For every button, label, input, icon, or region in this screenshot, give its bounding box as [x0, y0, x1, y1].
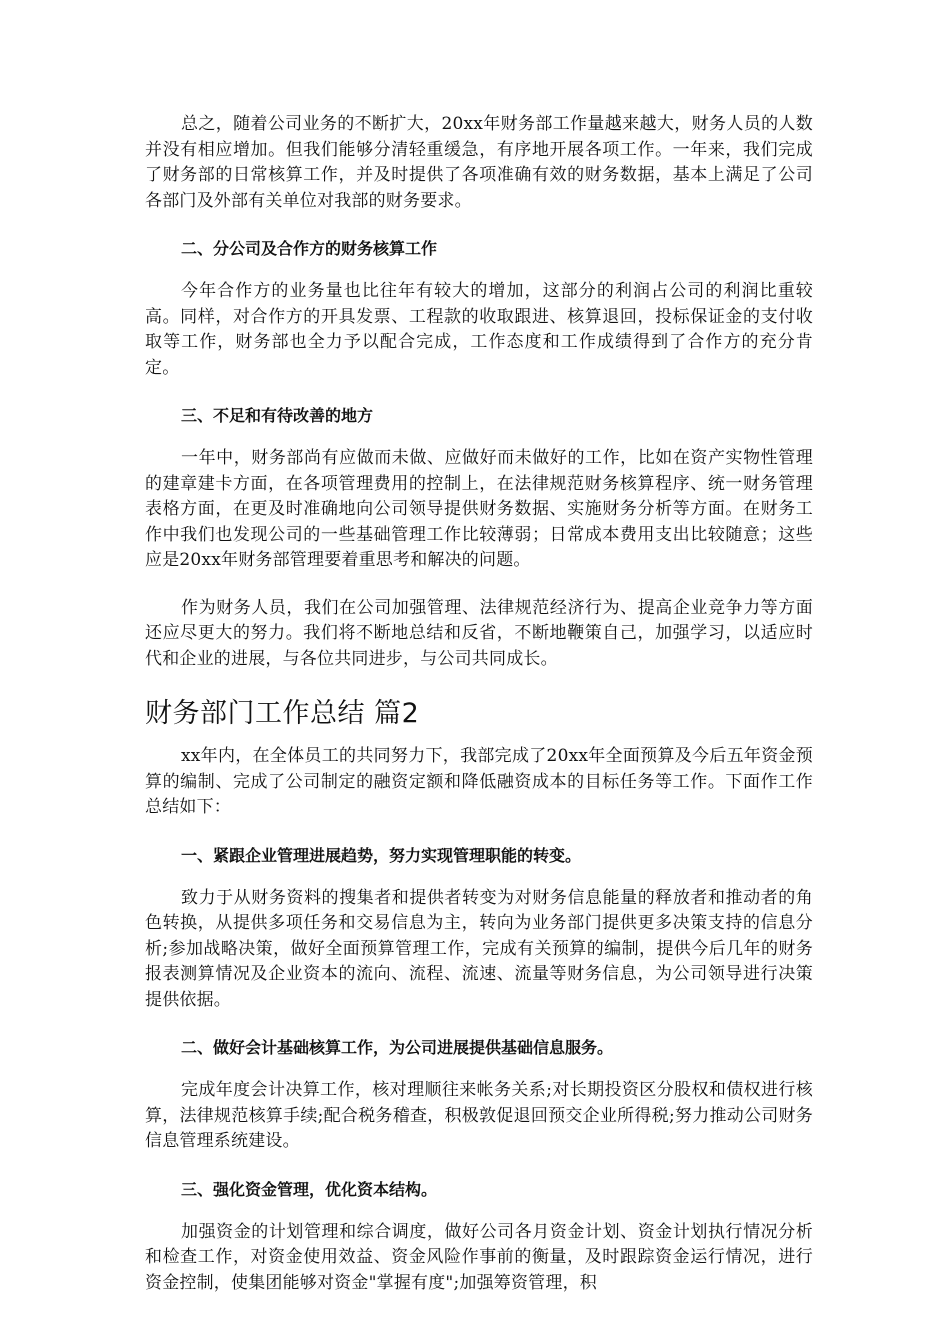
spacer: [145, 261, 813, 279]
paragraph-capital-management: 加强资金的计划管理和综合调度，做好公司各月资金计划、资金计划执行情况分析和检查工作，对资金使用效益、资金风险作事前的衡量，及时跟踪资金运行情况，进行资金控制，使集团能够对资金"掌握有度";加强筹资管理，积: [145, 1221, 813, 1293]
spacer: [145, 868, 813, 886]
section-heading-branch-accounting: 二、分公司及合作方的财务核算工作: [181, 239, 438, 258]
spacer: [145, 574, 813, 596]
paragraph-management-trend: 致力于从财务资料的搜集者和提供者转变为对财务信息能量的释放者和推动者的角色转换，从提供多项任务和交易信息为主，转向为业务部门提供更多决策支持的信息分析;参加战略决策，做好全面预算管理工作，完成有关预算的编制，提供今后几年的财务报表测算情况及企业资本的流向、流程、流速、流量等财务信息，为公司领导进行决策提供依据。: [145, 887, 813, 1010]
paragraph-branch-accounting: 今年合作方的业务量也比往年有较大的增加，这部分的利润占公司的利润比重较高。同样，对合作方的开具发票、工程款的收取跟进、核算退回，投标保证金的支付收取等工作，财务部也全力予以配合完成，工作态度和工作成绩得到了合作方的充分肯定。: [145, 281, 813, 378]
spacer: [145, 1202, 813, 1220]
spacer: [145, 428, 813, 446]
spacer: [145, 1060, 813, 1078]
spacer: [145, 734, 813, 744]
section-heading-shortcomings: 三、不足和有待改善的地方: [181, 406, 374, 425]
paragraph-commitment: 作为财务人员，我们在公司加强管理、法律规范经济行为、提高企业竞争力等方面还应尽更大的努力。我们将不断地总结和反省，不断地鞭策自己，加强学习，以适应时代和企业的进展，与各位共同进步，与公司共同成长。: [145, 597, 813, 669]
paragraph-basic-accounting: 完成年度会计决算工作，核对理顺往来帐务关系;对长期投资区分股权和债权进行核算，法律规范核算手续;配合税务稽查，积极敦促退回预交企业所得税;努力推动公司财务信息管理系统建设。: [145, 1080, 813, 1151]
document-page: [145, 112, 813, 1296]
section-heading-management-trend: 一、紧跟企业管理进展趋势，努力实现管理职能的转变。: [181, 845, 582, 865]
spacer: [145, 1155, 813, 1177]
spacer: [145, 214, 813, 236]
spacer: [145, 381, 813, 403]
paragraph-intro-part-2: xx年内，在全体员工的共同努力下，我部完成了20xx年全面预算及今后五年资金预算的编制、完成了公司制定的融资定额和降低融资成本的目标任务等工作。下面作工作总结如下：: [145, 746, 813, 817]
section-heading-capital-management: 三、强化资金管理，优化资本结构。: [181, 1179, 438, 1199]
spacer: [145, 821, 813, 843]
paragraph-shortcomings: 一年中，财务部尚有应做而未做、应做好而未做好的工作，比如在资产实物性管理的建章建卡方面，在各项管理费用的控制上，在法律规范财务核算程序、统一财务管理表格方面，在更及时准确地向公司领导提供财务数据、实施财务分析等方面。在财务工作中我们也发现公司的一些基础管理工作比较薄弱；日常成本费用支出比较随意；这些应是20xx年财务部管理要着重思考和解决的问题。: [145, 448, 813, 570]
spacer: [145, 1013, 813, 1035]
spacer: [145, 672, 813, 694]
paragraph-summary: 总之，随着公司业务的不断扩大，20xx年财务部工作量越来越大，财务人员的人数并没有相应增加。但我们能够分清轻重缓急，有序地开展各项工作。一年来，我们完成了财务部的日常核算工作，并及时提供了各项准确有效的财务数据，基本上满足了公司各部门及外部有关单位对我部的财务要求。: [145, 114, 813, 211]
section-heading-basic-accounting: 二、做好会计基础核算工作，为公司进展提供基础信息服务。: [181, 1038, 614, 1057]
article-heading-part-2: 财务部门工作总结 篇2: [145, 698, 420, 729]
